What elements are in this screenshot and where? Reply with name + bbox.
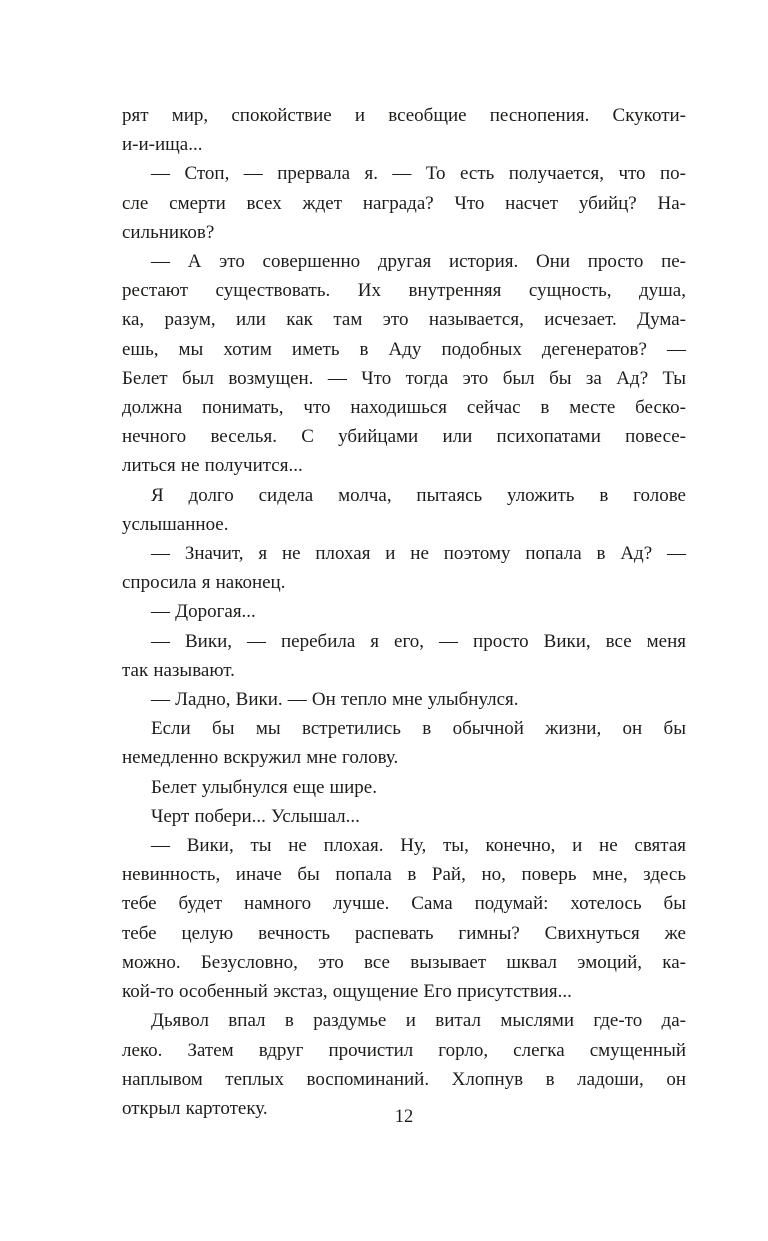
text-line: невинность, иначе бы попала в Рай, но, поверь мне, здесь — [122, 864, 686, 886]
text-line: Белет был возмущен. — Что тогда это был бы за Ад? Ты — [122, 367, 686, 389]
text-line: наплывом теплых воспоминаний. Хлопнув в ладоши, он — [122, 1068, 686, 1090]
text-line: кой-то особенный экстаз, ощущение Его присутствия... — [122, 981, 572, 1003]
paragraph — [122, 247, 686, 481]
text-line: должна понимать, что находишься сейчас в месте беско- — [122, 397, 686, 419]
text-line: Я долго сидела молча, пытаясь уложить в голове — [151, 484, 686, 506]
paragraph — [122, 101, 686, 159]
paragraph — [122, 159, 686, 247]
paragraph — [122, 714, 686, 772]
paragraph — [122, 539, 686, 597]
paragraph — [122, 773, 686, 802]
paragraph — [122, 831, 686, 1006]
text-line: рестают существовать. Их внутренняя сущность, душа, — [122, 280, 686, 302]
text-line: — Вики, — перебила я его, — просто Вики, все меня — [151, 630, 686, 652]
text-line: спросила я наконец. — [122, 572, 286, 594]
text-line: — Стоп, — прервала я. — То есть получается, что по- — [151, 163, 686, 185]
text-line: Белет улыбнулся еще шире. — [151, 776, 377, 798]
text-line: тебе будет намного лучше. Сама подумай: хотелось бы — [122, 893, 686, 915]
text-line: ка, разум, или как там это называется, исчезает. Дума- — [122, 309, 686, 331]
text-line: литься не получится... — [122, 455, 303, 477]
text-block — [122, 101, 686, 1123]
text-line: леко. Затем вдруг прочистил горло, слегка смущенный — [122, 1039, 686, 1061]
text-line: открыл картотеку. — [122, 1097, 268, 1119]
paragraph — [122, 802, 686, 831]
text-line: — А это совершенно другая история. Они просто пе- — [151, 251, 686, 273]
text-line: — Дорогая... — [151, 601, 256, 623]
paragraph — [122, 597, 686, 626]
text-line: Дьявол впал в раздумье и витал мыслями где-то да- — [151, 1010, 686, 1032]
text-line: ешь, мы хотим иметь в Аду подобных дегенератов? — — [122, 338, 686, 360]
text-line: можно. Безусловно, это все вызывает шквал эмоций, ка- — [122, 951, 686, 973]
text-line: — Вики, ты не плохая. Ну, ты, конечно, и не святая — [151, 835, 686, 857]
text-line: и-и-ища... — [122, 134, 203, 156]
paragraph — [122, 627, 686, 685]
text-line: — Значит, я не плохая и не поэтому попала в Ад? — — [151, 543, 686, 565]
text-line: немедленно вскружил мне голову. — [122, 747, 399, 769]
text-line: рят мир, спокойствие и всеобщие песнопения. Скукоти- — [122, 105, 686, 126]
text-line: Если бы мы встретились в обычной жизни, он бы — [151, 718, 686, 740]
text-line: тебе целую вечность распевать гимны? Свихнуться же — [122, 922, 686, 944]
text-line: сле смерти всех ждет награда? Что насчет убийц? На- — [122, 192, 686, 214]
text-line: услышанное. — [122, 513, 229, 535]
paragraph — [122, 481, 686, 539]
text-line: нечного веселья. С убийцами или психопатами повесе- — [122, 426, 686, 448]
text-line: — Ладно, Вики. — Он тепло мне улыбнулся. — [151, 689, 519, 711]
page-number: 12 — [394, 1107, 414, 1127]
text-line: сильников? — [122, 221, 215, 243]
text-line: Черт побери... Услышал... — [151, 805, 360, 827]
text-line: так называют. — [122, 659, 235, 681]
paragraph — [122, 685, 686, 714]
